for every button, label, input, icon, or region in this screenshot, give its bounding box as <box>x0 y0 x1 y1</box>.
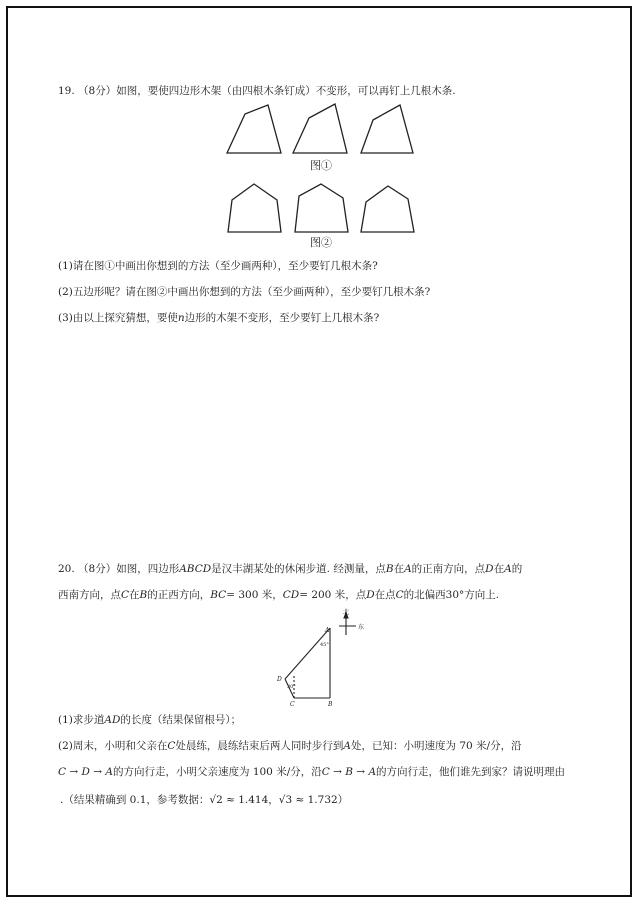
q20-sub2-line3: .（结果精确到 0.1，参考数据：√2 ≈ 1.414，√3 ≈ 1.732） <box>60 794 349 806</box>
q19-sub1: (1)请在图①中画出你想到的方法（至少画两种），至少要钉几根木条? <box>58 260 378 272</box>
label-a: A <box>325 627 330 634</box>
label-d: D <box>277 676 282 683</box>
segment-da <box>285 628 330 679</box>
q19-intro: 19. （8分）如图，要使四边形木架（由四根木条钉成）不变形，可以再钉上几根木条. <box>58 85 456 97</box>
angle-a-label: 45° <box>320 642 329 648</box>
q20-sub2-line1: (2)周末，小明和父亲在C处晨练，晨练结束后两人同时步行到A处，已知：小明速度为 70 米/分，沿 <box>58 740 522 752</box>
q19-sub3: (3)由以上探究猜想，要使n边形的木架不变形，至少要钉上几根木条? <box>58 312 380 324</box>
q20-line1: 20. （8分）如图，四边形ABCD是汉丰湖某处的休闲步道. 经测量，点B在A的正南方向，点D在A的 <box>58 563 523 575</box>
label-c: C <box>290 701 295 708</box>
q20-line2: 西南方向，点C在B的正西方向，BC= 300 米，CD= 200 米，点D在点C的北偏西30°方向上. <box>58 589 500 601</box>
label-north: 北 <box>343 609 350 616</box>
q20-sub2-line2: C → D → A的方向行走，小明父亲速度为 100 米/分，沿C → B → A的方向行走，他们谁先到家？请说明理由 <box>58 766 566 778</box>
angle-d-label: 30° <box>287 684 296 690</box>
q19-sub2: (2)五边形呢？请在图②中画出你想到的方法（至少画两种），至少要钉几根木条? <box>58 286 431 298</box>
label-east: 东 <box>358 624 365 631</box>
fig2-caption: 图② <box>310 236 332 249</box>
fig1-caption: 图① <box>310 159 332 172</box>
q20-sub1: (1)求步道AD的长度（结果保留根号）； <box>58 714 242 726</box>
label-b: B <box>328 701 333 708</box>
